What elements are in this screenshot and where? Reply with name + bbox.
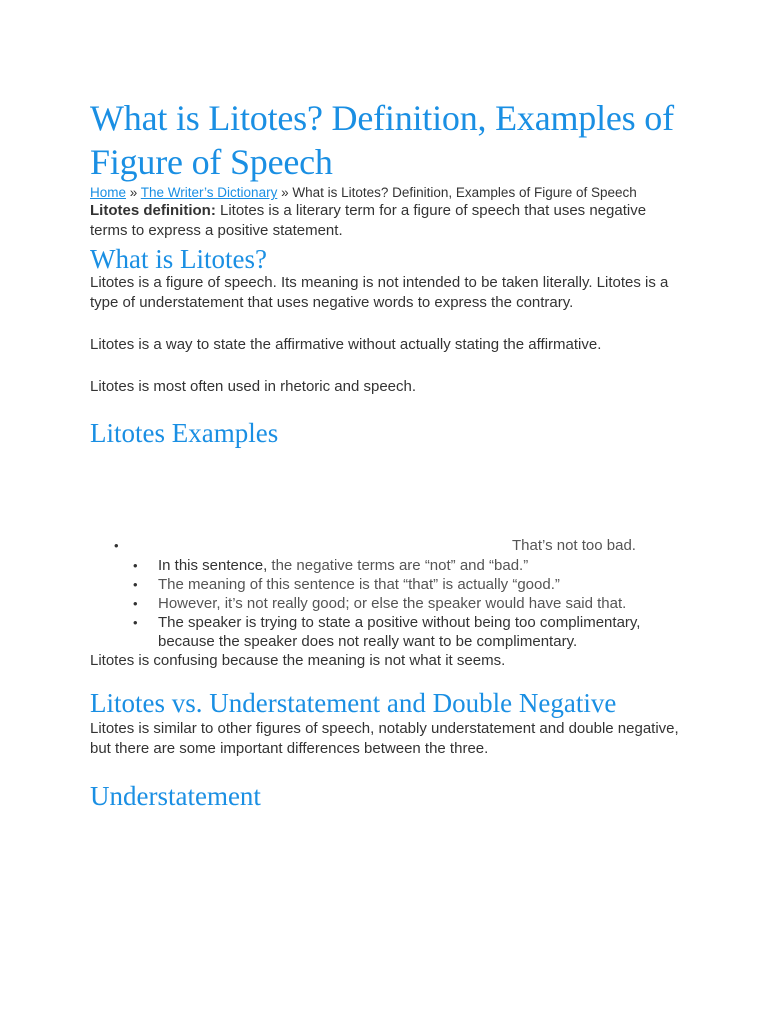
list-item	[90, 536, 680, 556]
article	[90, 96, 680, 811]
bullet: •	[133, 558, 138, 573]
page-title: What is Litotes? Definition, Examples of Figure of Speech	[90, 98, 674, 182]
point-text: the negative terms are “not” and “bad.”	[267, 557, 529, 574]
breadcrumb-separator: »	[126, 185, 141, 200]
section-heading-litotes-examples: Litotes Examples	[90, 418, 279, 448]
bullet: •	[114, 538, 119, 553]
point-text: The speaker is trying to state a positive without being too complimentary, because the speaker does not really want to be complimentary.	[158, 614, 641, 650]
example-explanation-list	[90, 556, 680, 651]
list-item	[90, 594, 680, 613]
breadcrumb	[90, 185, 680, 201]
what-paragraph-2: Litotes is a way to state the affirmative without actually stating the affirmative.	[90, 336, 602, 353]
point-text: The meaning of this sentence is that “that” is actually “good.”	[158, 576, 560, 593]
point-bold: In this sentence,	[158, 557, 268, 574]
definition-label: Litotes definition:	[90, 202, 216, 219]
what-paragraph-1: Litotes is a figure of speech. Its meaning is not intended to be taken literally. Litotes is a type of understatement that uses negative words to express the contrary.	[90, 274, 669, 311]
confusing-paragraph: Litotes is confusing because the meaning is not what it seems.	[90, 652, 506, 669]
examples-list	[90, 536, 680, 556]
vs-paragraph: Litotes is similar to other figures of speech, notably understatement and double negative, but there are some important differences between the three.	[90, 720, 679, 757]
bullet: •	[133, 577, 138, 592]
list-item	[90, 613, 680, 651]
breadcrumb-home-link[interactable]: Home	[90, 185, 127, 200]
list-item	[90, 556, 680, 575]
definition-text: Litotes is a literary term for a figure of speech that uses negative terms to express a positive statement.	[90, 202, 647, 239]
breadcrumb-current: What is Litotes? Definition, Examples of Figure of Speech	[292, 185, 637, 200]
example-sentence: That’s not too bad.	[512, 537, 636, 554]
section-heading-litotes-vs: Litotes vs. Understatement and Double Negative	[90, 688, 617, 718]
list-item	[90, 575, 680, 594]
point-text: However, it’s not really good; or else the speaker would have said that.	[158, 595, 627, 612]
section-heading-understatement: Understatement	[90, 781, 261, 811]
section-heading-what-is-litotes: What is Litotes?	[90, 244, 267, 274]
breadcrumb-dictionary-link[interactable]: The Writer’s Dictionary	[140, 185, 278, 200]
breadcrumb-separator: »	[277, 185, 293, 200]
bullet: •	[133, 615, 138, 630]
bullet: •	[133, 596, 138, 611]
what-paragraph-3: Litotes is most often used in rhetoric and speech.	[90, 378, 417, 395]
definition-paragraph	[90, 201, 680, 241]
